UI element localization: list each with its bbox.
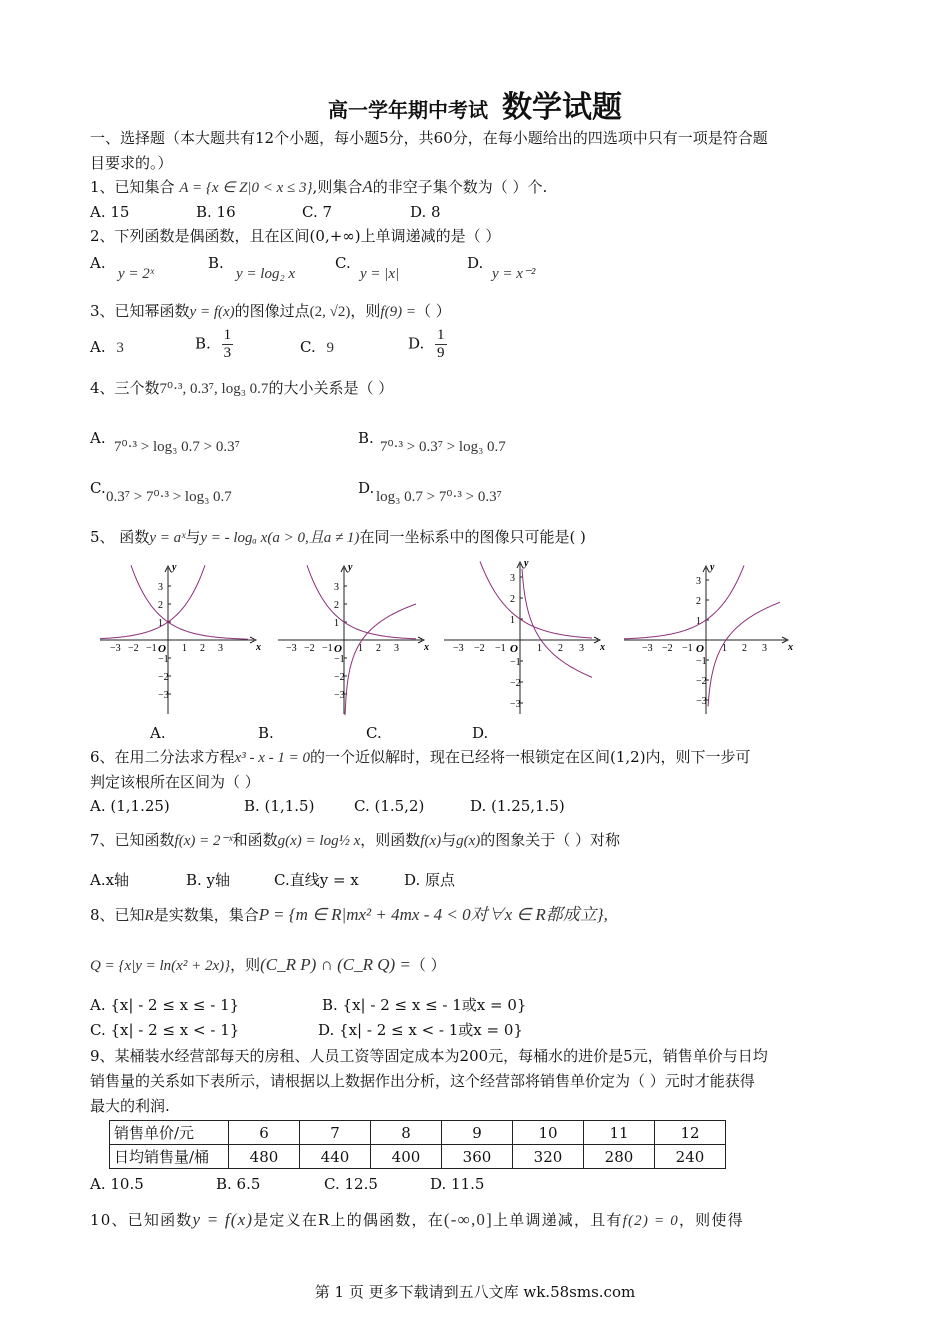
y-axis-label: y	[710, 562, 715, 573]
q1-option-b: B. 16	[196, 203, 236, 221]
q3-suffix: （ ）	[415, 302, 451, 320]
q2-expr-d: y = x⁻²	[492, 266, 536, 282]
question-6-line2: 判定该根所在区间为（ ）	[90, 773, 260, 791]
q10-prefix: 10、已知函数	[90, 1211, 193, 1229]
function-curve	[131, 565, 248, 639]
x-axis-label: x	[600, 642, 605, 653]
x-tick-label: 3	[579, 643, 584, 654]
q8-option-b: B. {x| - 2 ≤ x ≤ - 1或x = 0}	[322, 996, 527, 1014]
y-tick-label: −1	[510, 657, 521, 668]
q6-line1b: 的一个近似解时，现在已经将一根锁定在区间(1,2)内，则下一步可	[309, 748, 751, 766]
title-part1: 高一学年期中考试	[328, 98, 488, 122]
table-row	[110, 1145, 726, 1169]
q9-option-d: D. 11.5	[430, 1175, 485, 1193]
table-cell: 400	[371, 1145, 442, 1169]
question-2: 2、下列函数是偶函数，且在区间(0,+∞)上单调递减的是（ ）	[90, 227, 501, 245]
y-tick-label: −2	[696, 676, 707, 687]
q7-func-g: g(x) = log½ x	[277, 833, 361, 849]
q2-label-b: B.	[208, 254, 224, 272]
question-8-line1	[90, 905, 608, 926]
y-tick-label: −2	[334, 672, 345, 683]
q6-option-d: D. (1.25,1.5)	[470, 797, 565, 815]
q4-nums: 7⁰·³, 0.3⁷, log₃ 0.7	[159, 381, 269, 397]
y-tick-label: 1	[696, 616, 701, 627]
q9-option-a: A. 10.5	[90, 1175, 144, 1193]
q4-prefix: 4、三个数	[90, 379, 160, 397]
y-tick-label: 3	[158, 582, 163, 593]
x-tick-label: 2	[200, 643, 205, 654]
table-row-header: 日均销售量/桶	[110, 1145, 229, 1169]
table-cell: 320	[513, 1145, 584, 1169]
table-cell: 480	[229, 1145, 300, 1169]
q4-label-d: D.	[358, 479, 375, 497]
origin-label: O	[510, 643, 518, 655]
q5-graph-b	[276, 560, 436, 720]
table-cell: 240	[655, 1145, 726, 1169]
table-cell: 9	[442, 1121, 513, 1145]
q7-option-b: B. y轴	[186, 871, 231, 889]
q1-option-a: A. 15	[90, 203, 130, 221]
q3-label-c: C.	[300, 338, 316, 356]
q8-mid: 是实数集，集合	[153, 906, 259, 924]
q9-price-table	[109, 1120, 726, 1169]
q10-interval: (-∞,0]	[443, 1210, 493, 1229]
y-tick-label: −2	[158, 672, 169, 683]
x-tick-label: −1	[495, 643, 506, 654]
table-cell: 360	[442, 1145, 513, 1169]
section-instruction-line1: 一、选择题（本大题共有12个小题，每小题5分，共60分，在每小题给出的四选项中只有一项是符合题	[90, 129, 768, 147]
table-cell: 8	[371, 1121, 442, 1145]
table-cell: 12	[655, 1121, 726, 1145]
q1-suffix2: 的非空子集个数为（ ）个.	[372, 178, 548, 196]
y-tick-label: −3	[510, 699, 521, 710]
q2-label-c: C.	[335, 254, 351, 272]
q10-mid2: 上单调递减，且有	[492, 1211, 623, 1229]
y-tick-label: 2	[334, 600, 339, 611]
x-tick-label: −1	[682, 643, 693, 654]
q3-value-a: 3	[116, 340, 124, 356]
x-tick-label: 3	[218, 643, 223, 654]
x-axis-label: x	[424, 642, 429, 653]
q4-suffix: 的大小关系是（ ）	[268, 379, 394, 397]
function-curve	[100, 565, 205, 639]
q3-expr: f(9) =	[380, 304, 416, 320]
q4-label-c: C.	[90, 479, 106, 497]
y-tick-label: −3	[334, 690, 345, 701]
y-tick-label: 3	[696, 576, 701, 587]
q2-expr-a: y = 2ˣ	[118, 266, 155, 282]
q5-graph-label-d: D.	[472, 724, 489, 742]
q4-expr-d: log₃ 0.7 > 7⁰·³ > 0.3⁷	[376, 489, 502, 505]
q10-suffix: ，则使得	[678, 1211, 744, 1229]
q7-func-f: f(x) = 2⁻ˣ	[174, 833, 233, 849]
y-tick-label: 3	[334, 582, 339, 593]
q9-option-c: C. 12.5	[324, 1175, 378, 1193]
q6-option-b: B. (1,1.5)	[244, 797, 315, 815]
x-tick-label: 3	[394, 643, 399, 654]
q8-expr: (C_R P) ∩ (C_R Q) =	[260, 955, 411, 974]
y-tick-label: 1	[334, 618, 339, 629]
q8-option-d: D. {x| - 2 ≤ x < - 1或x = 0}	[318, 1021, 523, 1039]
q3-label-a: A.	[90, 338, 106, 356]
q5-graph-c	[442, 556, 612, 720]
q6-line1a: 6、在用二分法求方程	[90, 748, 235, 766]
function-curve	[307, 565, 416, 639]
y-tick-label: 1	[158, 618, 163, 629]
q3-mid: 的图像过点	[234, 302, 310, 320]
x-tick-label: 2	[376, 643, 381, 654]
y-tick-label: 2	[696, 596, 701, 607]
question-10	[90, 1210, 744, 1231]
function-curve	[345, 604, 416, 715]
x-tick-label: −3	[453, 643, 464, 654]
x-tick-label: −1	[322, 643, 333, 654]
q10-func: y = f(x)	[192, 1210, 254, 1229]
x-tick-label: 2	[742, 643, 747, 654]
x-tick-label: 2	[558, 643, 563, 654]
y-tick-label: −2	[510, 678, 521, 689]
q4-label-b: B.	[358, 429, 374, 447]
question-9-line3: 最大的利润.	[90, 1097, 170, 1115]
q5-func-2: y = - logₐ x(a > 0,且a ≠ 1)	[200, 530, 360, 546]
q1-set: A = {x ∈ Z|0 < x ≤ 3}	[179, 180, 313, 196]
q5-graph-d	[622, 560, 800, 720]
x-tick-label: −2	[662, 643, 673, 654]
origin-label: O	[158, 643, 166, 655]
y-tick-label: −3	[696, 696, 707, 707]
question-8-line2	[90, 955, 446, 976]
x-axis-label: x	[788, 642, 793, 653]
x-tick-label: −1	[146, 643, 157, 654]
question-7	[90, 830, 620, 851]
q3-option-a	[90, 337, 124, 358]
x-tick-label: 1	[722, 643, 727, 654]
q6-option-c: C. (1.5,2)	[354, 797, 425, 815]
q7-mid: 和函数	[232, 831, 278, 849]
q2-label-a: A.	[90, 254, 106, 272]
question-5	[90, 527, 586, 548]
q1-var: A	[362, 177, 373, 196]
y-tick-label: 3	[510, 573, 515, 584]
q4-expr-c: 0.3⁷ > 7⁰·³ > log₃ 0.7	[106, 489, 232, 505]
q3-label-b: B.	[195, 334, 211, 353]
q3-point: (2, √2)	[309, 304, 351, 320]
y-tick-label: −1	[696, 656, 707, 667]
q6-option-a: A. (1,1.25)	[90, 797, 170, 815]
q1-suffix: ,则集合	[312, 178, 363, 196]
y-axis-label: y	[524, 558, 529, 569]
q5-graph-label-c: C.	[366, 724, 382, 742]
q2-expr-c: y = |x|	[360, 266, 400, 282]
page-footer: 第 1 页 更多下载请到五八文库 wk.58sms.com	[314, 1283, 636, 1301]
question-9-line1: 9、某桶装水经营部每天的房租、人员工资等固定成本为200元，每桶水的进价是5元，销售单价与日均	[90, 1047, 768, 1065]
title-part2: 数学试题	[502, 90, 622, 125]
x-tick-label: 1	[358, 643, 363, 654]
q1-option-c: C. 7	[302, 203, 333, 221]
function-curve	[624, 565, 744, 638]
question-3	[90, 301, 451, 322]
q7-suffix: 的图象关于（ ）对称	[480, 831, 621, 849]
y-tick-label: 2	[510, 594, 515, 605]
q2-label-d: D.	[467, 254, 484, 272]
q7-mid2: ，则函数	[360, 831, 421, 849]
y-tick-label: 1	[510, 615, 515, 626]
q5-prefix: 5、 函数	[90, 528, 150, 546]
y-tick-label: −1	[334, 654, 345, 665]
function-curve	[522, 569, 592, 678]
q7-option-c: C.直线y = x	[274, 871, 359, 889]
q8-set-Q: Q = {x|y = ln(x² + 2x)}	[90, 958, 231, 974]
table-row	[110, 1121, 726, 1145]
q5-graph-label-a: A.	[150, 724, 166, 742]
question-9-line2: 销售量的关系如下表所示，请根据以上数据作出分析，这个经营部将销售单价定为（ ）元时才能获得	[90, 1072, 755, 1090]
table-cell: 11	[584, 1121, 655, 1145]
q7-option-d: D. 原点	[404, 871, 456, 889]
page-title	[0, 82, 950, 126]
q10-condition: f(2) = 0	[622, 1213, 679, 1229]
q8-option-c: C. {x| - 2 ≤ x < - 1}	[90, 1021, 240, 1039]
q3-label-d: D.	[408, 334, 425, 353]
question-6-line1	[90, 747, 751, 768]
q2-expr-b: y = log₂ x	[236, 266, 296, 282]
q3-mid2: ，则	[350, 302, 381, 320]
q6-equation: x³ - x - 1 = 0	[234, 750, 310, 766]
x-tick-label: −3	[110, 643, 121, 654]
section-instruction-line2: 目要求的。）	[90, 154, 173, 172]
q8-prefix: 8、已知	[90, 906, 145, 924]
q5-func-1: y = aˣ	[149, 530, 186, 546]
q3-fraction-d: $\frac{1}{9}$	[437, 327, 445, 361]
y-tick-label: 2	[158, 600, 163, 611]
q7-gx: g(x)	[456, 833, 481, 849]
table-cell: 7	[300, 1121, 371, 1145]
x-tick-label: 1	[182, 643, 187, 654]
q1-option-d: D. 8	[410, 203, 441, 221]
q7-prefix: 7、已知函数	[90, 831, 175, 849]
question-1	[90, 177, 547, 198]
q7-option-a: A.x轴	[90, 871, 130, 889]
table-cell: 6	[229, 1121, 300, 1145]
function-curve	[708, 602, 780, 706]
origin-label: O	[334, 643, 342, 655]
q10-mid: 是定义在R上的偶函数，在	[253, 1211, 444, 1229]
y-tick-label: −3	[158, 690, 169, 701]
x-tick-label: −2	[304, 643, 315, 654]
q3-func: y = f(x)	[189, 304, 235, 320]
table-cell: 280	[584, 1145, 655, 1169]
y-tick-label: −1	[158, 654, 169, 665]
question-4	[90, 378, 393, 399]
q8-R: R	[144, 908, 154, 924]
origin-label: O	[696, 643, 704, 655]
x-tick-label: −2	[128, 643, 139, 654]
x-tick-label: 3	[762, 643, 767, 654]
x-tick-label: −3	[286, 643, 297, 654]
q9-option-b: B. 6.5	[216, 1175, 261, 1193]
x-axis-label: x	[256, 642, 261, 653]
q4-label-a: A.	[90, 429, 106, 447]
x-tick-label: −2	[474, 643, 485, 654]
y-axis-label: y	[172, 562, 177, 573]
q4-expr-b: 7⁰·³ > 0.3⁷ > log₃ 0.7	[380, 439, 506, 455]
q1-prefix: 1、已知集合	[90, 178, 175, 196]
q8-set-P: P = {m ∈ R|mx² + 4mx - 4 < 0对∀x ∈ R都成立},	[258, 905, 608, 924]
q3-option-b	[195, 327, 233, 362]
q5-graph-a	[98, 560, 268, 720]
q7-fx: f(x)	[420, 833, 442, 849]
table-cell: 10	[513, 1121, 584, 1145]
q8-option-a: A. {x| - 2 ≤ x ≤ - 1}	[90, 996, 240, 1014]
table-row-header: 销售单价/元	[110, 1121, 229, 1145]
q8-suffix: （ ）	[410, 956, 446, 974]
q3-fraction-b: $\frac{1}{3}$	[223, 327, 232, 361]
function-curve	[480, 561, 592, 638]
q4-expr-a: 7⁰·³ > log₃ 0.7 > 0.3⁷	[114, 439, 240, 455]
q3-value-c: 9	[326, 340, 334, 356]
x-tick-label: −3	[642, 643, 653, 654]
q7-mid3: 与	[441, 831, 457, 849]
q5-suffix: 在同一坐标系中的图像只可能是( )	[359, 528, 586, 546]
x-tick-label: 1	[537, 643, 542, 654]
y-axis-label: y	[348, 562, 353, 573]
table-cell: 440	[300, 1145, 371, 1169]
q5-mid: 与	[185, 528, 201, 546]
q3-option-c	[300, 337, 334, 358]
q5-graph-label-b: B.	[258, 724, 274, 742]
q8-mid2: ，则	[230, 956, 261, 974]
q3-prefix: 3、已知幂函数	[90, 302, 190, 320]
q3-option-d	[408, 327, 447, 362]
